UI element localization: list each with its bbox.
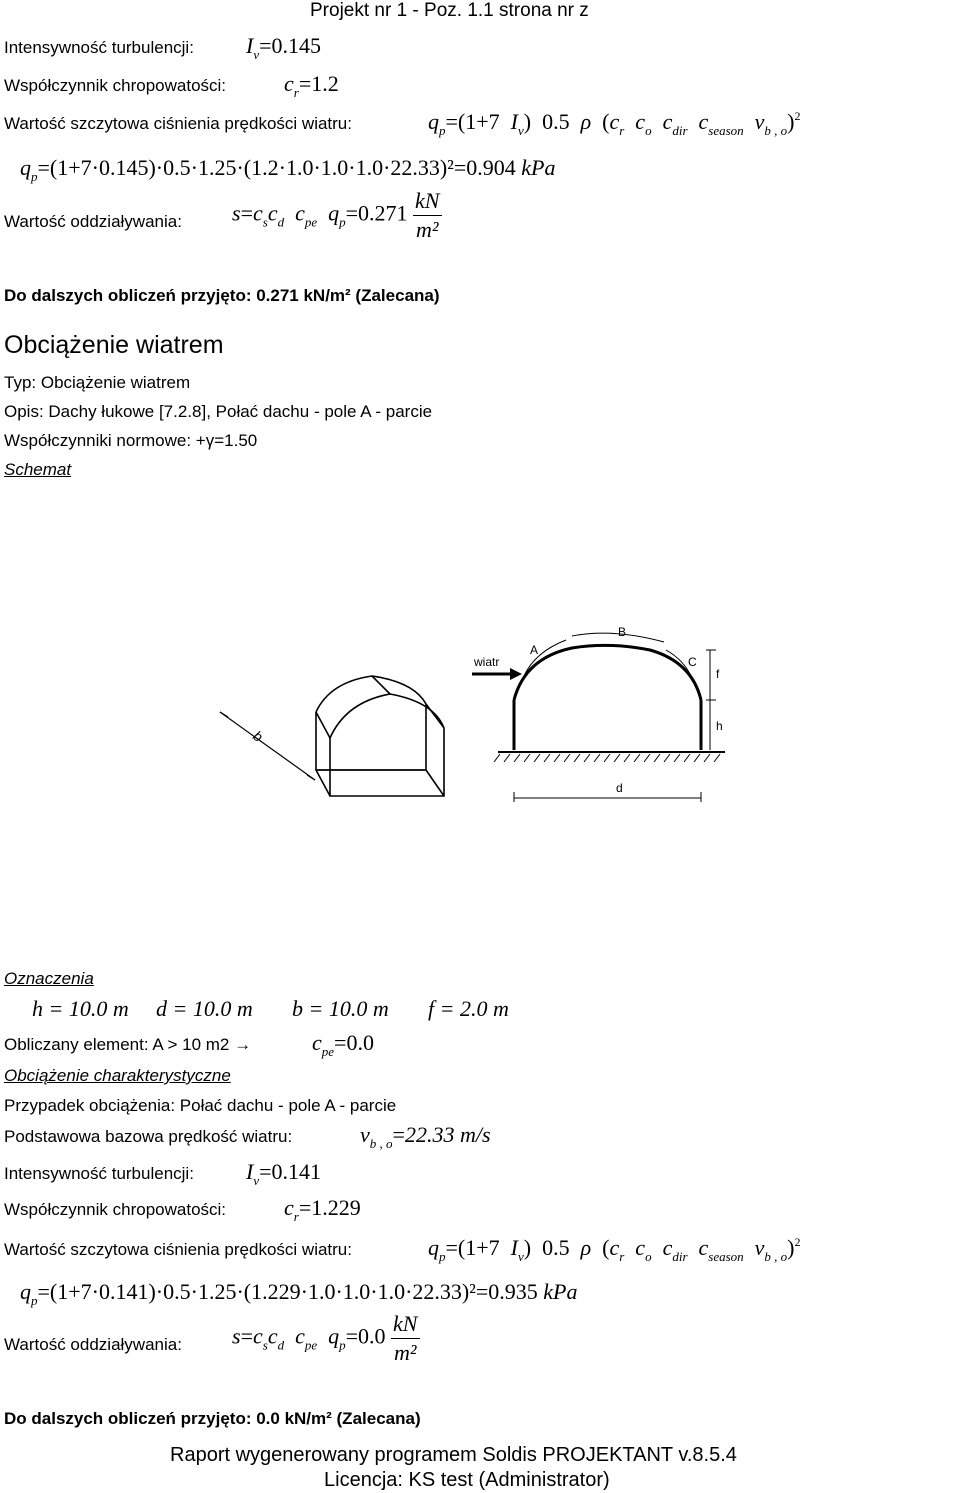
roughness-formula: $c_r=1.2$ [284, 71, 339, 100]
label-f: f [716, 667, 720, 681]
base-velocity-label: Podstawowa bazowa prędkość wiatru: [4, 1127, 293, 1146]
label-h: h [716, 719, 723, 733]
type-line: Typ: Obciążenie wiatrem [4, 373, 191, 392]
label-C: C [688, 655, 697, 669]
action-value-label-2: Wartość oddziaływania: [4, 1335, 182, 1354]
turbulence-label: Intensywność turbulencji: [4, 38, 194, 57]
arched-roof-diagram [180, 620, 770, 810]
schema-link[interactable]: Schemat [4, 460, 72, 479]
peak-pressure-calc: $q_p=(1+7\cdot 0.145)\cdot 0.5\cdot 1.25\cdot(1.2\cdot 1.0\cdot 1.0\cdot 1.0\cdot 22.33)^2=0.904$ kPa [20, 155, 556, 184]
designations-title: Oznaczenia [4, 969, 94, 988]
label-d: d [616, 781, 623, 795]
base-velocity-formula: $v_{b , o}=22.33$ m/s [360, 1122, 491, 1151]
cpe-formula: $c_{pe}=0.0$ [312, 1030, 374, 1059]
peak-pressure-label-2: Wartość szczytowa ciśnienia prędkości wiatru: [4, 1240, 352, 1259]
section-title: Obciążenie wiatrem [4, 331, 224, 359]
label-wiatr: wiatr [474, 655, 500, 669]
dimension-h-f [706, 650, 716, 750]
wind-arrow-icon [472, 668, 522, 680]
coefficients-line: Współczynniki normowe: +γ=1.50 [4, 431, 258, 450]
dimension-d [514, 792, 701, 802]
turbulence-label-2: Intensywność turbulencji: [4, 1164, 194, 1183]
ground-hatching [494, 754, 720, 762]
footer-report: Raport wygenerowany programem Soldis PROJEKTANT v.8.5.4 [170, 1444, 737, 1466]
action-value-formula: $s=c_sc_d$ $c_{pe}$ $q_p=0.271$ $\frac{kN}{\text{m²}}$ [232, 188, 440, 242]
roughness-formula-2: $c_r=1.229$ [284, 1195, 361, 1224]
action-value-label: Wartość oddziaływania: [4, 212, 182, 231]
turbulence-formula-2: $I_v=0.141$ [246, 1159, 322, 1188]
building-isometric [316, 676, 444, 796]
roughness-label-2: Współczynnik chropowatości: [4, 1200, 227, 1219]
peak-pressure-formula: $q_p=(1+7$ $I_v$) 0.5 ρ ($c_r$ $c_o$ $c_{dir}$ $c_{season}$ $v_{b , o})^2$ [428, 109, 801, 138]
h-value: h = 10.0 m [32, 996, 129, 1021]
b-value: b = 10.0 m [292, 996, 389, 1021]
action-value-formula-2: $s=c_sc_d$ $c_{pe}$ $q_p=0.0$ $\frac{kN}{\text{m²}}$ [232, 1311, 418, 1365]
roughness-label: Współczynnik chropowatości: [4, 76, 227, 95]
d-value: d = 10.0 m [156, 996, 253, 1021]
label-b: b [250, 727, 266, 745]
label-A: A [530, 643, 539, 657]
turbulence-formula: $I_v=0.145$ [246, 33, 322, 62]
characteristic-load-title: Obciążenie charakterystyczne [4, 1066, 231, 1085]
conclusion-1: Do dalszych obliczeń przyjęto: 0.271 kN/m² (Zalecana) [4, 286, 440, 305]
conclusion-2: Do dalszych obliczeń przyjęto: 0.0 kN/m² (Zalecana) [4, 1409, 421, 1428]
page-header: Projekt nr 1 - Poz. 1.1 strona nr z [310, 0, 589, 21]
element-label: Obliczany element: A > 10 m2 → [4, 1035, 252, 1054]
description-line: Opis: Dachy łukowe [7.2.8], Połać dachu - pole A - parcie [4, 402, 433, 421]
load-case-line: Przypadek obciążenia: Połać dachu - pole A - parcie [4, 1096, 397, 1115]
footer-license: Licencja: KS test (Administrator) [324, 1469, 610, 1491]
peak-pressure-calc-2: $q_p=(1+7\cdot 0.141)\cdot 0.5\cdot 1.25\cdot(1.229\cdot 1.0\cdot 1.0\cdot 1.0\cdot 22.33)^2=0.935$ kPa [20, 1279, 578, 1308]
f-value: f = 2.0 m [428, 996, 509, 1021]
peak-pressure-formula-2: $q_p=(1+7$ $I_v$) 0.5 ρ ($c_r$ $c_o$ $c_{dir}$ $c_{season}$ $v_{b , o})^2$ [428, 1235, 801, 1264]
label-B: B [618, 625, 627, 639]
arch-section [514, 645, 701, 750]
dimension-b [220, 712, 315, 780]
peak-pressure-label: Wartość szczytowa ciśnienia prędkości wiatru: [4, 114, 352, 133]
